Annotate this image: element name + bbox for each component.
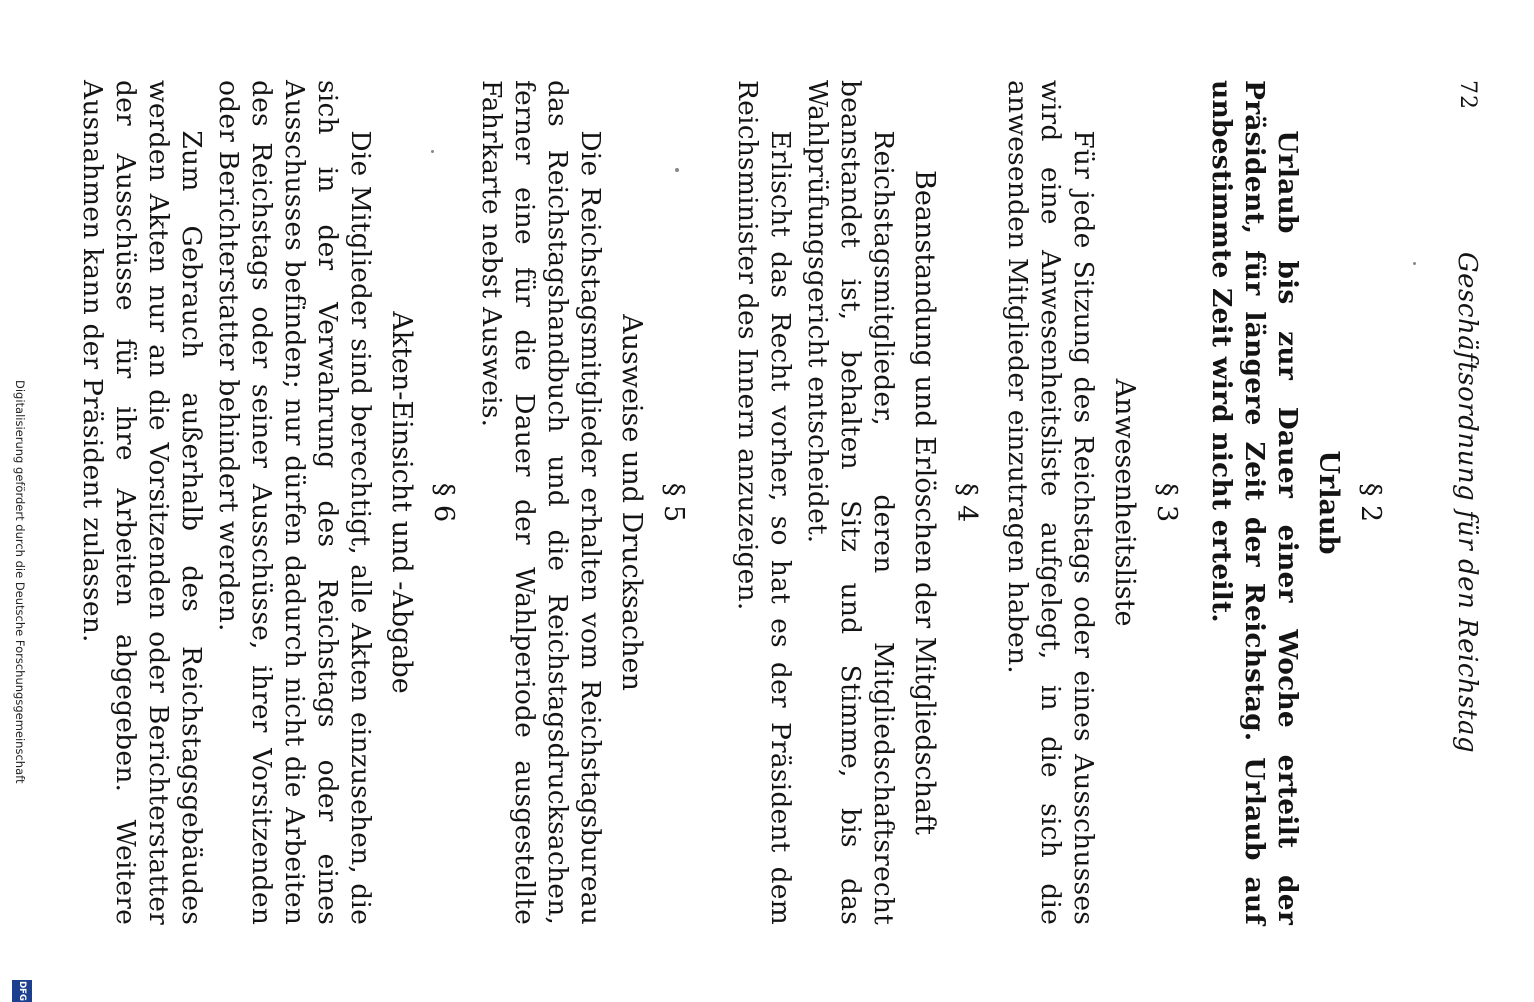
scan-speck bbox=[675, 168, 679, 172]
section-title: Akten-Einsicht und -Abgabe bbox=[386, 311, 417, 694]
section-number: § 5 bbox=[658, 482, 689, 523]
paragraph: Die Reichstagsmitglieder erhalten vom Reichstagsbureau das Reichstagshandbuch und die Reichstagsdrucksachen, ferner eine für die Dauer der Wahlperiode ausgestellte Fahrkarte nebst Ausweis. bbox=[476, 80, 606, 925]
running-head bbox=[1446, 80, 1486, 925]
paragraph: Zum Gebrauch außerhalb des Reichstagsgebäudes werden Akten nur an die Vorsitzenden oder Berichterstatter der Ausschüsse für ihre Arbeiten abgegeben. Weitere Ausnahmen kann der Präsident zulassen. bbox=[77, 80, 207, 925]
section-title: Urlaub bbox=[1313, 450, 1344, 555]
section-title: Beanstandung und Erlöschen der Mitgliedschaft bbox=[909, 170, 940, 835]
paragraph: Für jede Sitzung des Reichstags oder eines Ausschusses wird eine Anwesenheitsliste aufgelegt, in die sich die anwesenden Mitglieder einzutragen haben. bbox=[1002, 80, 1099, 925]
section-number: § 4 bbox=[951, 482, 982, 523]
section-2 bbox=[1205, 80, 1386, 925]
scan-speck bbox=[431, 150, 434, 153]
paragraph: Erlischt das Recht vorher, so hat es der Präsident dem Reichsminister des Innern anzuzeigen. bbox=[732, 80, 796, 925]
section-5 bbox=[475, 80, 689, 925]
digitization-note: Digitalisierung gefördert durch die Deutsche Forschungsgemeinschaft bbox=[13, 380, 27, 784]
section-4 bbox=[731, 80, 982, 925]
section-6 bbox=[76, 80, 459, 925]
section-title: Ausweise und Drucksachen bbox=[616, 314, 647, 691]
paragraph: Urlaub bis zur Dauer einer Woche erteilt der Präsident, für längere Zeit der Reichstag. Urlaub auf unbestimmte Zeit wird nicht erteilt. bbox=[1206, 80, 1303, 925]
scan-speck bbox=[1413, 262, 1416, 265]
running-title: Geschäftsordnung für den Reichstag bbox=[1452, 251, 1482, 754]
section-number: § 3 bbox=[1151, 482, 1182, 523]
section-number: § 2 bbox=[1355, 482, 1386, 523]
dfg-logo-icon: DFG bbox=[12, 980, 32, 1002]
section-3 bbox=[1001, 80, 1182, 925]
paragraph: Reichstagsmitglieder, deren Mitgliedschaftsrecht beanstandet ist, behalten Sitz und Stimme, bis das Wahlprüfungsgericht entscheidet. bbox=[802, 80, 899, 925]
paragraph: Die Mitglieder sind berechtigt, alle Akten einzusehen, die sich in der Verwahrung des Reichstags oder eines Ausschusses befinden; nur dürfen dadurch nicht die Arbeiten des Reichstags oder seiner Ausschüsse, ihrer Vorsitzenden oder Berichterstatter behindert werden. bbox=[213, 80, 376, 925]
page-number: 72 bbox=[1455, 80, 1480, 110]
section-title: Anwesenheitsliste bbox=[1109, 378, 1140, 627]
section-number: § 6 bbox=[428, 482, 459, 523]
